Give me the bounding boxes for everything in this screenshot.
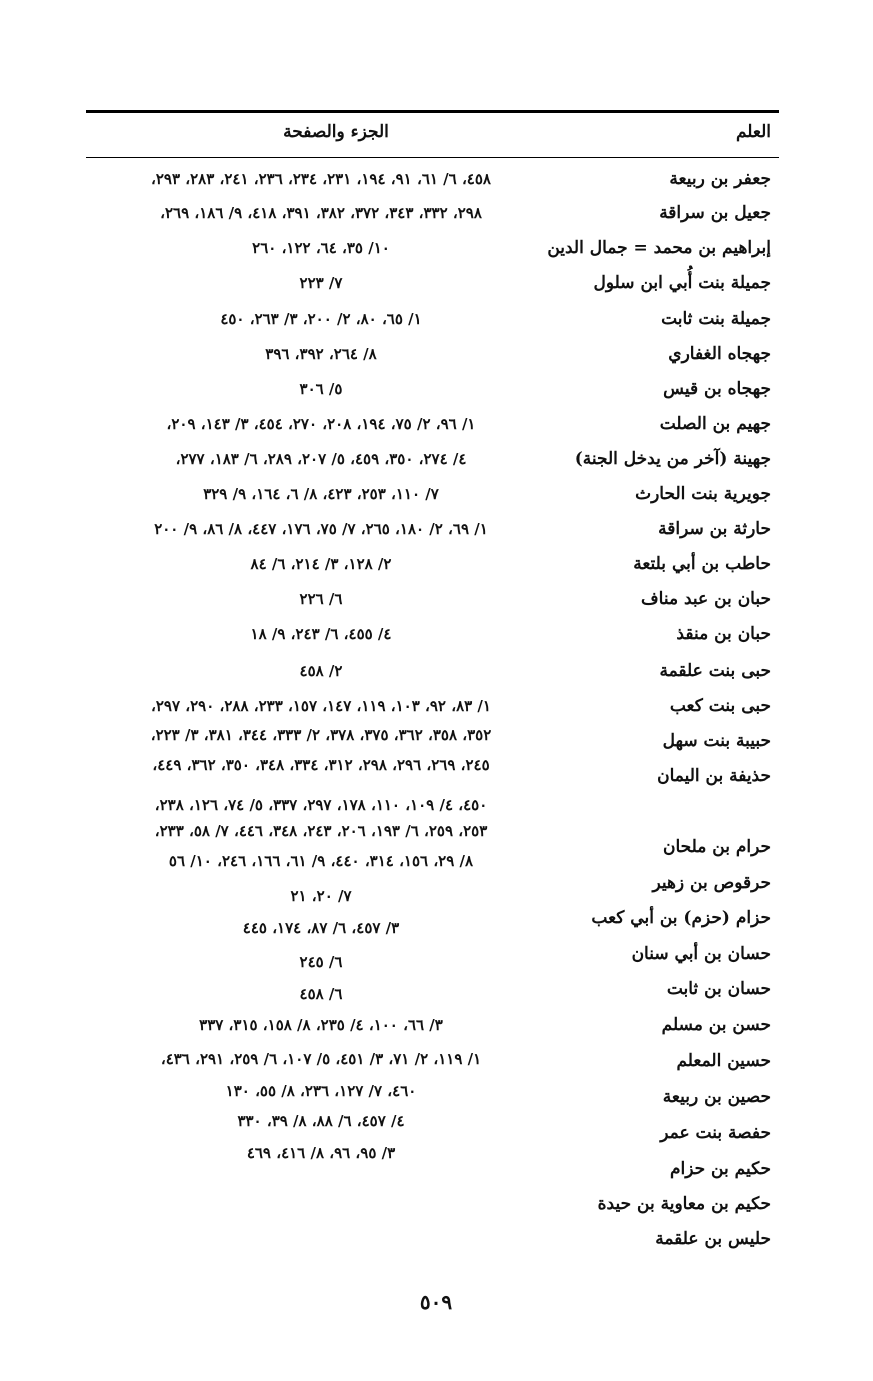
page-references: ٢٩٨، ٣٣٢، ٣٤٣، ٣٧٢، ٣٨٢، ٣٩١، ٤١٨، ٩/ ١٨٦، ٢٦٩، [160, 204, 482, 222]
page-references: ٣/ ٩٥، ٩٦، ٨/ ٤١٦، ٤٦٩ [246, 1144, 396, 1162]
table-row [86, 337, 779, 371]
person-name: حبى بنت كعب [669, 696, 771, 716]
page-references: ٦/ ٢٢٦ [299, 590, 343, 608]
person-name: جهينة (آخر من يدخل الجنة) [574, 449, 771, 469]
person-name: جعيل بن سراقة [659, 203, 771, 223]
name-column-header: العلم [735, 122, 771, 142]
table-row [86, 582, 779, 616]
table-row [86, 1222, 779, 1256]
person-name: حرام بن ملحان [662, 837, 771, 857]
person-name: إبراهيم بن محمد = جمال الدين [547, 238, 771, 258]
top-rule [86, 110, 779, 113]
person-name: حبى بنت علقمة [659, 661, 771, 681]
page-references: ١/ ٦٥، ٨٠، ٢/ ٢٠٠، ٣/ ٢٦٣، ٤٥٠ [220, 310, 422, 328]
person-name: جميلة بنت ثابت [661, 309, 771, 329]
table-row [86, 512, 779, 546]
table-row [86, 407, 779, 441]
page-references: ٧/ ٢٢٣ [299, 274, 343, 292]
person-name: حليس بن علقمة [655, 1229, 771, 1249]
person-name: حبيبة بنت سهل [662, 731, 771, 751]
page-references: ٦/ ٢٤٥ [299, 953, 343, 971]
person-name: حاطب بن أبي بلتعة [633, 554, 771, 574]
page-references: ٨/ ٢٩، ١٥٦، ٣١٤، ٤٤٠، ٩/ ٦١، ١٦٦، ٢٤٦، ١٠/ ٥٦ [168, 852, 474, 870]
table-row [86, 231, 779, 265]
person-name: حفصة بنت عمر [660, 1123, 771, 1143]
header-rule [86, 157, 779, 158]
person-name: حصين بن ربيعة [662, 1087, 771, 1107]
page-number: ٥٠٩ [419, 1290, 453, 1314]
page-references: ٤٥٨، ٦/ ٦١، ٩١، ١٩٤، ٢٣١، ٢٣٤، ٢٣٦، ٢٤١، ٢٨٣، ٢٩٣، [151, 170, 491, 188]
person-name: حبان بن منقذ [676, 624, 771, 644]
table-row [86, 442, 779, 476]
person-name: حذيفة بن اليمان [657, 766, 771, 786]
person-name: حارثة بن سراقة [658, 519, 771, 539]
page-references: ٨/ ٢٦٤، ٣٩٢، ٣٩٦ [265, 345, 377, 363]
table-row [86, 196, 779, 230]
page-references: ٥/ ٣٠٦ [299, 380, 343, 398]
page-references: ١/ ٨٣، ٩٢، ١٠٣، ١١٩، ١٤٧، ١٥٧، ٢٣٣، ٢٨٨، ٢٩٠، ٢٩٧، [151, 697, 491, 715]
page-references: ١/ ٩٦، ٢/ ٧٥، ١٩٤، ٢٠٨، ٢٧٠، ٤٥٤، ٣/ ١٤٣، ٢٠٩، [166, 415, 476, 433]
person-name: حسان بن ثابت [666, 979, 771, 999]
person-name: جعفر بن ربيعة [669, 169, 771, 189]
table-row [86, 617, 779, 651]
person-name: حكيم بن معاوية بن حيدة [597, 1194, 771, 1214]
table-row [86, 266, 779, 300]
page-references: ١/ ١١٩، ٢/ ٧١، ٣/ ٤٥١، ٥/ ١٠٧، ٦/ ٢٥٩، ٢٩١، ٤٣٦، [160, 1050, 482, 1068]
page-references: ٧/ ١١٠، ٢٥٣، ٤٢٣، ٨/ ٦، ١٦٤، ٩/ ٣٢٩ [203, 485, 439, 503]
pages-column-header: الجزء والصفحة [283, 122, 389, 142]
page-references: ٤/ ٢٧٤، ٣٥٠، ٤٥٩، ٥/ ٢٠٧، ٢٨٩، ٦/ ١٨٣، ٢٧٧، [175, 450, 467, 468]
page-references: ٤/ ٤٥٥، ٦/ ٢٤٣، ٩/ ١٨ [250, 625, 392, 643]
page-references: ٤/ ٤٥٧، ٦/ ٨٨، ٨/ ٣٩، ٣٣٠ [237, 1112, 405, 1130]
person-name: حسين المعلم [676, 1051, 771, 1071]
page-references: ٢/ ١٢٨، ٣/ ٢١٤، ٦/ ٨٤ [250, 555, 392, 573]
person-name: حكيم بن حزام [670, 1159, 771, 1179]
page-references: ٣٥٢، ٣٥٨، ٣٦٢، ٣٧٥، ٣٧٨، ٢/ ٣٣٣، ٣٤٤، ٣٨١، ٣/ ٢٢٣، [150, 726, 492, 744]
page-references: ٦/ ٤٥٨ [299, 985, 343, 1003]
person-name: جميلة بنت أُبي ابن سلول [593, 273, 771, 293]
person-name: جهيم بن الصلت [659, 414, 771, 434]
person-name: جهجاه الغفاري [668, 344, 771, 364]
person-name: حسن بن مسلم [661, 1015, 771, 1035]
page-references: ١٠/ ٣٥، ٦٤، ١٢٢، ٢٦٠ [252, 239, 390, 257]
person-name: حزام (حزم) بن أبي كعب [591, 908, 771, 928]
person-name: حسان بن أبي سنان [631, 944, 771, 964]
page-references: ٢٤٥، ٢٦٩، ٢٩٦، ٢٩٨، ٣١٢، ٣٣٤، ٣٤٨، ٣٥٠، ٣٦٢، ٤٤٩، [152, 756, 490, 774]
person-name: حرقوص بن زهير [652, 873, 771, 893]
table-row [86, 654, 779, 688]
table-header [86, 118, 779, 152]
person-name: جهجاه بن قيس [663, 379, 771, 399]
page-references: ٤٥٠، ٤/ ١٠٩، ١١٠، ١٧٨، ٢٩٧، ٣٣٧، ٥/ ٧٤، ١٢٦، ٢٣٨، [154, 796, 488, 814]
page-references: ٤٦٠، ٧/ ١٢٧، ٢٣٦، ٨/ ٥٥، ١٣٠ [225, 1082, 417, 1100]
page-references: ٣/ ٤٥٧، ٦/ ٨٧، ١٧٤، ٤٤٥ [242, 919, 400, 937]
page-references: ٢٥٣، ٢٥٩، ٦/ ١٩٣، ٢٠٦، ٢٤٣، ٣٤٨، ٤٤٦، ٧/ ٥٨، ٢٣٣، [154, 822, 488, 840]
page-references: ٢/ ٤٥٨ [299, 662, 343, 680]
person-name: حبان بن عبد مناف [641, 589, 771, 609]
table-row [86, 477, 779, 511]
page-references: ١/ ٦٩، ٢/ ١٨٠، ٢٦٥، ٧/ ٧٥، ١٧٦، ٤٤٧، ٨/ ٨٦، ٩/ ٢٠٠ [154, 520, 488, 538]
person-name: جويرية بنت الحارث [635, 484, 771, 504]
table-row [86, 547, 779, 581]
page-references: ٣/ ٦٦، ١٠٠، ٤/ ٢٣٥، ٨/ ١٥٨، ٣١٥، ٣٣٧ [199, 1016, 443, 1034]
table-row [86, 302, 779, 336]
table-row [86, 162, 779, 196]
page-references: ٧/ ٢٠، ٢١ [290, 887, 352, 905]
table-row [86, 372, 779, 406]
